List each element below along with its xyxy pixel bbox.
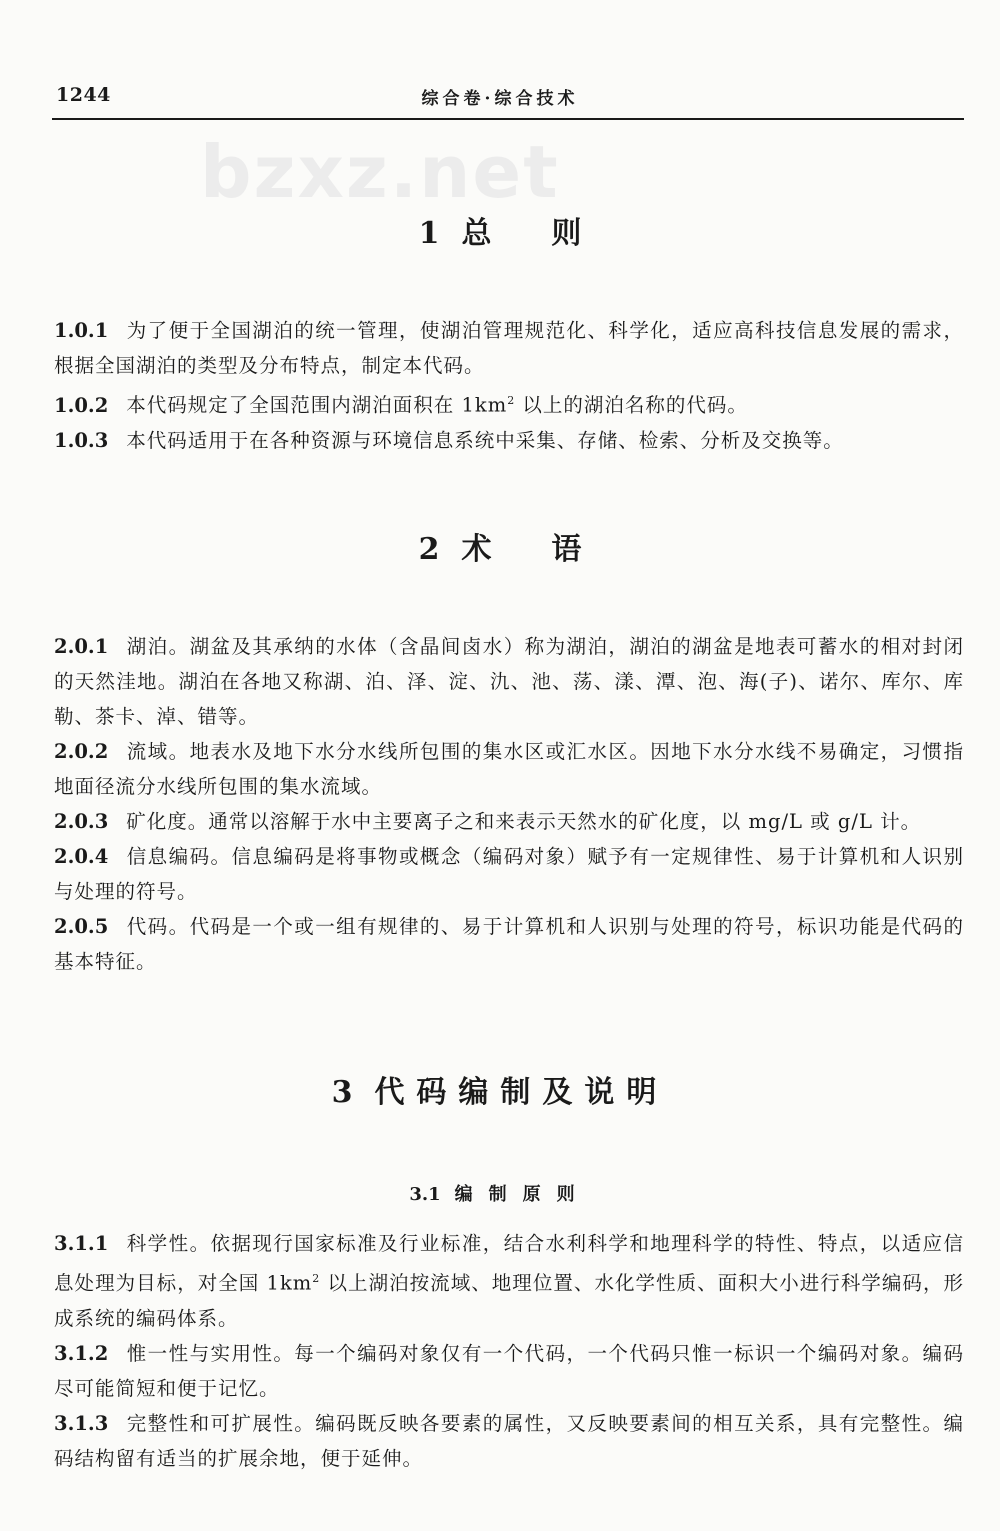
chapter-3-heading — [0, 1067, 1000, 1111]
clause-3-1-3 — [54, 1406, 964, 1476]
clause-text: 科学性。依据现行国家标准及行业标准，结合水利科学和地理科学的特性、特点，以适应信息处理为目标，对全国 1km — [54, 1232, 964, 1295]
clause-text: 信息编码。信息编码是将事物或概念（编码对象）赋予有一定规律性、易于计算机和人识别与处理的符号。 — [54, 845, 964, 903]
clause-number: 3.1.2 — [54, 1341, 109, 1365]
section-3-1-heading — [0, 1180, 1000, 1206]
clause-text: 流域。地表水及地下水分水线所包围的集水区或汇水区。因地下水分水线不易确定，习惯指地面径流分水线所包围的集水流域。 — [54, 740, 964, 798]
chapter-2-body — [54, 629, 964, 979]
section-3-1-title: 编制原则 — [454, 1184, 591, 1205]
chapter-1-body — [54, 313, 964, 458]
clause-number: 1.0.1 — [54, 319, 109, 342]
clause-2-0-1 — [54, 629, 964, 734]
clause-2-0-5 — [54, 909, 964, 979]
chapter-1-number: 1 — [418, 216, 440, 251]
clause-text: 代码。代码是一个或一组有规律的、易于计算机和人识别与处理的符号，标识功能是代码的基本特征。 — [54, 915, 964, 973]
clause-1-0-2 — [54, 383, 964, 423]
clause-2-0-3 — [54, 804, 964, 839]
chapter-3-title: 代码编制及说明 — [374, 1075, 669, 1110]
clause-3-1-1 — [54, 1226, 964, 1336]
chapter-2-title: 术语 — [461, 532, 642, 567]
clause-text: 本代码规定了全国范围内湖泊面积在 1km — [126, 393, 508, 417]
clause-number: 2.0.1 — [54, 635, 109, 658]
superscript-2: 2 — [507, 394, 516, 407]
chapter-2-heading — [0, 524, 1000, 568]
clause-number: 2.0.5 — [54, 915, 109, 938]
clause-text-cont: 以上湖泊按流域、地理位置、水化学性质、面积大小进行科学编码，形成系统的编码体系。 — [54, 1271, 964, 1330]
clause-number: 2.0.2 — [54, 740, 109, 763]
clause-3-1-2 — [54, 1336, 964, 1406]
superscript-2: 2 — [312, 1272, 321, 1285]
chapter-1-heading — [0, 208, 1000, 252]
chapter-3-number: 3 — [331, 1075, 353, 1110]
clause-number: 2.0.4 — [54, 845, 109, 868]
clause-2-0-4 — [54, 839, 964, 909]
page-number: 1244 — [56, 84, 111, 106]
chapter-1-title: 总则 — [461, 216, 642, 251]
clause-number: 3.1.3 — [54, 1411, 109, 1435]
clause-2-0-2 — [54, 734, 964, 804]
clause-text: 湖泊。湖盆及其承纳的水体（含晶间卤水）称为湖泊，湖泊的湖盆是地表可蓄水的相对封闭的天然洼地。湖泊在各地又称湖、泊、泽、淀、氿、池、荡、漾、潭、泡、海(子)、诺尔、库尔、库勒、茶卡、淖、错等。 — [54, 635, 964, 728]
clause-number: 1.0.3 — [54, 428, 109, 452]
clause-text: 为了便于全国湖泊的统一管理，使湖泊管理规范化、科学化，适应高科技信息发展的需求，根据全国湖泊的类型及分布特点，制定本代码。 — [54, 319, 964, 377]
clause-text-cont: 以上的湖泊名称的代码。 — [515, 393, 748, 417]
clause-text: 惟一性与实用性。每一个编码对象仅有一个代码，一个代码只惟一标识一个编码对象。编码尽可能简短和便于记忆。 — [54, 1341, 964, 1400]
section-3-1-number: 3.1 — [409, 1184, 441, 1205]
clause-number: 2.0.3 — [54, 810, 109, 833]
clause-number: 1.0.2 — [54, 393, 109, 417]
clause-text: 本代码适用于在各种资源与环境信息系统中采集、存储、检索、分析及交换等。 — [126, 428, 844, 452]
chapter-2-number: 2 — [418, 532, 440, 567]
clause-1-0-3 — [54, 423, 964, 458]
clause-1-0-1 — [54, 313, 964, 383]
watermark: bzxz.net — [200, 130, 560, 214]
clause-text: 矿化度。通常以溶解于水中主要离子之和来表示天然水的矿化度，以 mg/L 或 g/L 计。 — [126, 810, 922, 833]
header-rule — [52, 118, 964, 120]
clause-number: 3.1.1 — [54, 1232, 109, 1255]
section-3-1-body — [54, 1226, 964, 1476]
clause-text: 完整性和可扩展性。编码既反映各要素的属性，又反映要素间的相互关系，具有完整性。编码结构留有适当的扩展余地，便于延伸。 — [54, 1411, 964, 1470]
running-title: 综合卷·综合技术 — [421, 89, 579, 109]
